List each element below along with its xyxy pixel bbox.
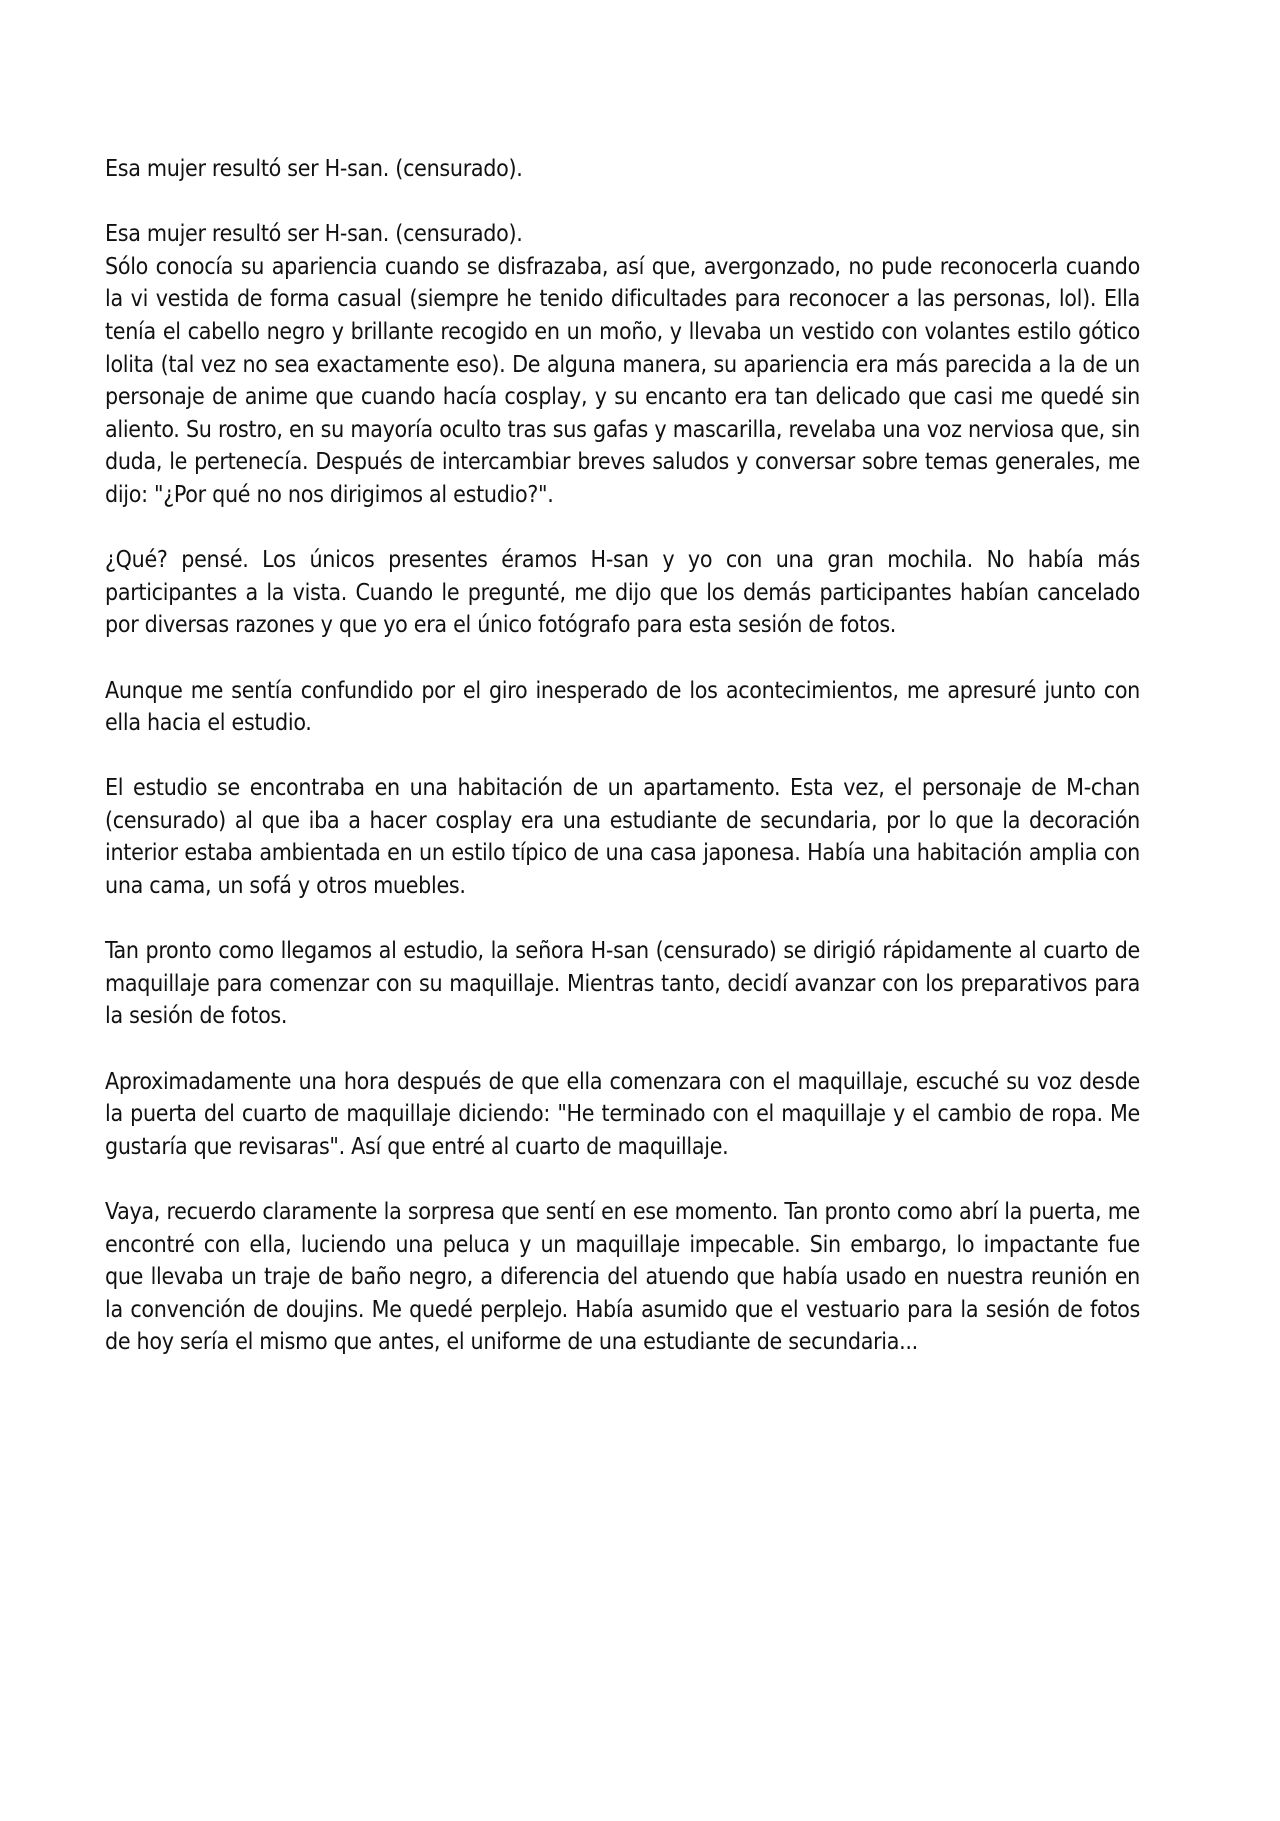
paragraph-gap — [105, 903, 1140, 936]
paragraph-1: Esa mujer resultó ser H-san. (censurado). — [105, 156, 523, 182]
paragraph-3: Sólo conocía su apariencia cuando se disfrazaba, así que, avergonzado, no pude reconocerla cuando la vi vestida de forma casual (siempre he tenido dificultades para reconocer a las personas, lol). Ella tenía el cabello negro y brillante recogido en un moño, y llevaba un vestido con volantes estilo gótico lolita (tal vez no sea exactamente eso). De alguna manera, su apariencia era más parecida a la de un personaje de anime que cuando hacía cosplay, y su encanto era tan delicado que casi me quedé sin aliento. Su rostro, en su mayoría oculto tras sus gafas y mascarilla, revelaba una voz nerviosa que, sin duda, le pertenecía. Después de intercambiar breves saludos y conversar sobre temas generales, me dijo: "¿Por qué no nos dirigimos al estudio?". — [105, 253, 1140, 508]
paragraph-9: Vaya, recuerdo claramente la sorpresa que sentí en ese momento. Tan pronto como abrí la puerta, me encontré con ella, luciendo una peluca y un maquillaje impecable. Sin embargo, lo impactante fue que llevaba un traje de baño negro, a diferencia del atuendo que había usado en nuestra reunión en la convención de doujins. Me quedé perplejo. Había asumido que el vestuario para la sesión de fotos de hoy sería el mismo que antes, el uniforme de una estudiante de secundaria... — [105, 1199, 1140, 1356]
paragraph-5: Aunque me sentía confundido por el giro inesperado de los acontecimientos, me apresuré junto con ella hacia el estudio. — [105, 677, 1140, 737]
paragraph-7: Tan pronto como llegamos al estudio, la señora H-san (censurado) se dirigió rápidamente al cuarto de maquillaje para comenzar con su maquillaje. Mientras tanto, decidí avanzar con los preparativos para la sesión de fotos. — [105, 938, 1140, 1030]
document-body — [105, 153, 1140, 1359]
paragraph-2: Esa mujer resultó ser H-san. (censurado). — [105, 221, 523, 248]
paragraph-4: ¿Qué? pensé. Los únicos presentes éramos H-san y yo con una gran mochila. No había más participantes a la vista. Cuando le pregunté, me dijo que los demás participantes habían cancelado por diversas razones y que yo era el único fotógrafo para esta sesión de fotos. — [105, 547, 1140, 639]
paragraph-8: Aproximadamente una hora después de que ella comenzara con el maquillaje, escuché su voz desde la puerta del cuarto de maquillaje diciendo: "He terminado con el maquillaje y el cambio de ropa. Me gustaría que revisaras". Así que entré al cuarto de maquillaje. — [105, 1068, 1140, 1160]
paragraph-gap — [105, 740, 1140, 773]
paragraph-gap — [105, 1033, 1140, 1066]
paragraph-gap — [105, 186, 1140, 219]
paragraph-gap — [105, 1163, 1140, 1196]
paragraph-gap — [105, 512, 1140, 545]
paragraph-gap — [105, 642, 1140, 675]
paragraph-6: El estudio se encontraba en una habitación de un apartamento. Esta vez, el personaje de M-chan (censurado) al que iba a hacer cosplay era una estudiante de secundaria, por lo que la decoración interior estaba ambientada en un estilo típico de una casa japonesa. Había una habitación amplia con una cama, un sofá y otros muebles. — [105, 775, 1140, 900]
